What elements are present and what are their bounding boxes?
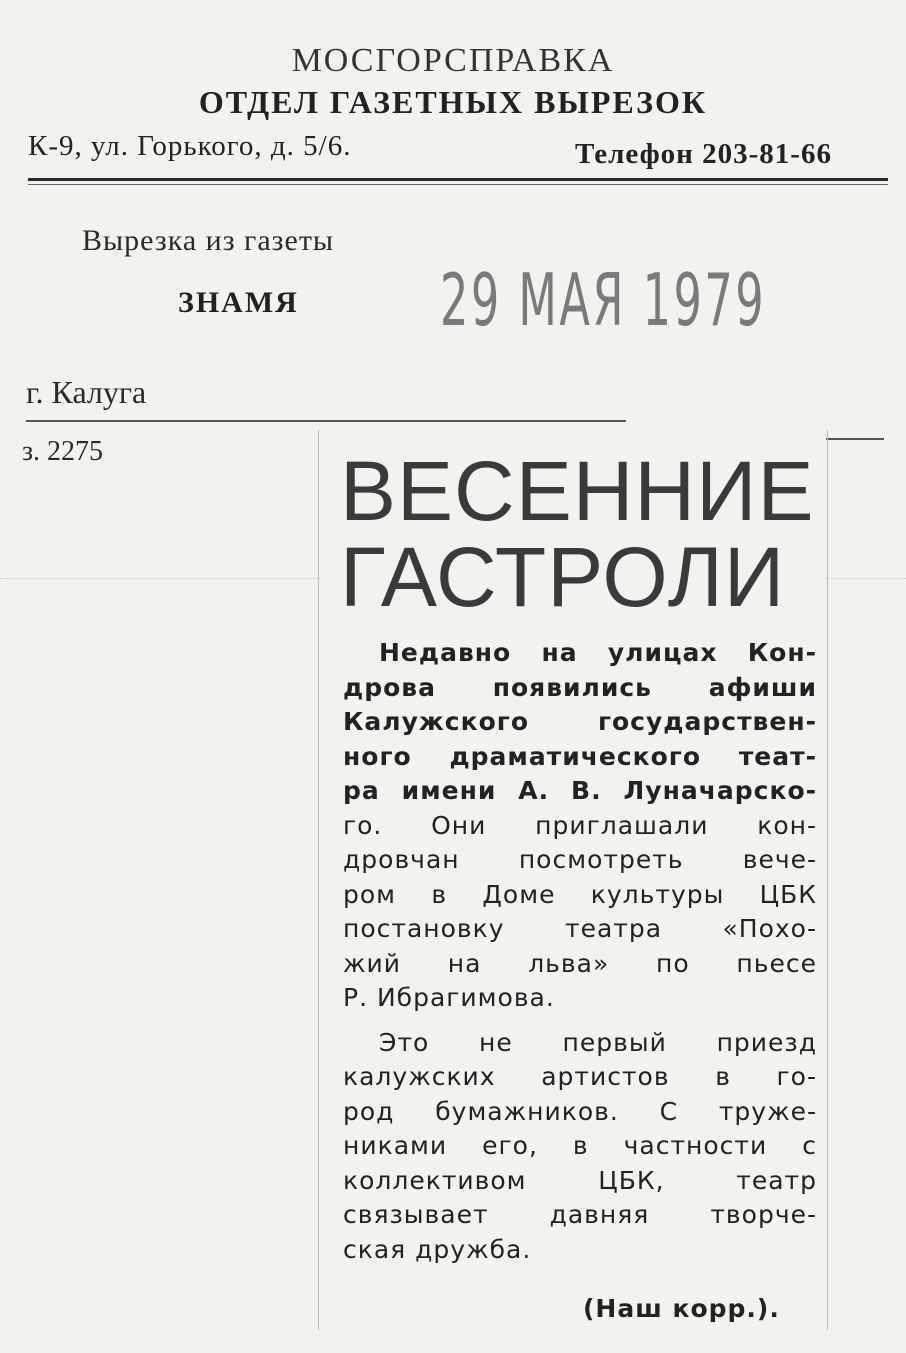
article-line: дровчан посмотреть вече-	[343, 845, 817, 874]
city-divider	[26, 420, 626, 422]
article-line: Р. Ибрагимова.	[343, 983, 555, 1012]
article-signature: (Наш корр.).	[583, 1294, 780, 1323]
article-line: калужских артистов в го-	[343, 1062, 817, 1091]
clip-edge-line	[826, 438, 884, 440]
article-line: Недавно на улицах Кон-	[379, 638, 817, 667]
article-line: ром в Доме культуры ЦБК	[343, 879, 817, 909]
article-line: ра имени А. В. Луначарско-	[343, 776, 817, 805]
article-line: ного драматического теат-	[343, 741, 817, 771]
article-line: дрова появились афиши	[343, 672, 817, 702]
header-divider-thin	[28, 184, 888, 185]
agency-phone: Телефон 203-81-66	[575, 138, 832, 170]
department-name: ОТДЕЛ ГАЗЕТНЫХ ВЫРЕЗОК	[198, 84, 708, 120]
clipping-label: Вырезка из газеты	[82, 224, 335, 257]
article-line: жий на льва» по пьесе	[343, 948, 817, 978]
city-name: г. Калуга	[26, 374, 147, 410]
newspaper-name: ЗНАМЯ	[178, 286, 299, 319]
header-divider	[28, 178, 888, 181]
article-headline	[340, 444, 815, 624]
order-number: з. 2275	[22, 436, 104, 467]
article-line: постановку театра «Похо-	[343, 914, 817, 943]
article-line: Это не первый приезд	[379, 1027, 817, 1057]
article-body	[343, 636, 817, 1267]
date-stamp: 29 МАЯ 1979	[440, 258, 767, 342]
article-line: Калужского государствен-	[343, 707, 817, 736]
article-line: связывает давняя творче-	[343, 1200, 817, 1229]
headline-line-1: ВЕСЕННИЕ	[340, 444, 815, 538]
fold-line-left	[0, 578, 320, 579]
article-line: го. Они приглашали кон-	[343, 810, 817, 840]
agency-name: МОСГОРСПРАВКА	[291, 42, 615, 79]
fold-line-right	[826, 578, 906, 579]
paragraph-gap	[343, 1016, 817, 1026]
agency-address: К-9, ул. Горького, д. 5/6.	[28, 130, 352, 162]
article-line: никами его, в частности с	[343, 1131, 817, 1160]
headline-line-2: ГАСТРОЛИ	[340, 530, 786, 624]
article-line: коллективом ЦБК, театр	[343, 1165, 817, 1195]
article-line: ская дружба.	[343, 1234, 532, 1264]
article-line: род бумажников. С труже-	[343, 1096, 817, 1126]
